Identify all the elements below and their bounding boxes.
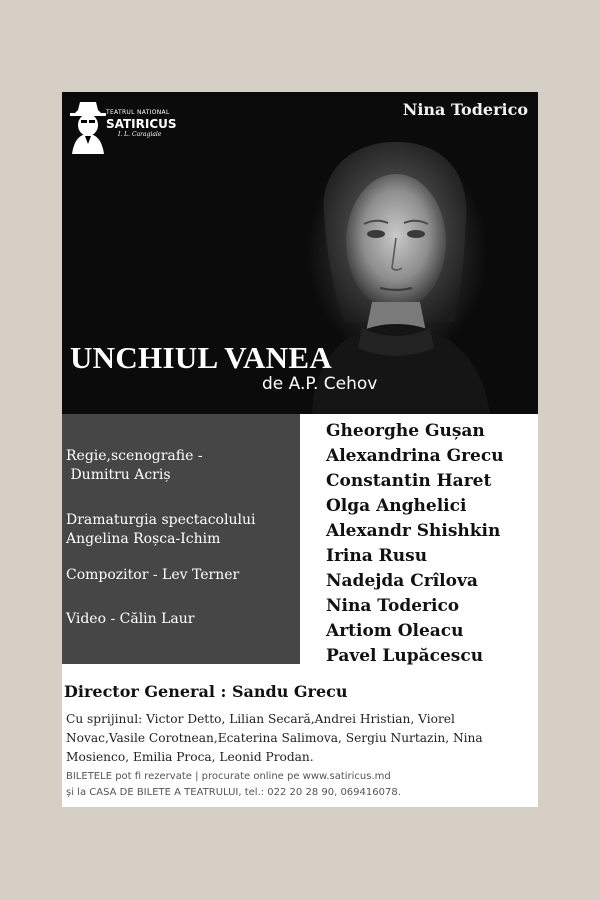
logo-line2: SATIRICUS	[106, 117, 177, 131]
theatre-logo[interactable]	[68, 98, 177, 158]
credit-role: Compozitor - Lev Terner	[66, 567, 240, 583]
general-director: Director General : Sandu Grecu	[64, 682, 348, 701]
credit-role: Regie,scenografie -	[66, 448, 203, 464]
cast-member: Artiom Oleacu	[326, 621, 464, 641]
logo-text	[106, 110, 177, 138]
support-credits: Cu sprijinul: Victor Detto, Lilian Secară,Andrei Hristian, Viorel Novac,Vasile Corotnean,Ecaterina Salimova, Sergiu Nurtazin, Nina Mosienco, Emilia Proca, Leonid Prodan.	[66, 712, 483, 764]
play-author: de A.P. Cehov	[262, 374, 378, 394]
logo-signature: I. L. Caragiale	[118, 131, 162, 138]
cast-list	[326, 419, 504, 669]
ticket-info	[66, 769, 536, 801]
credits-box	[62, 414, 300, 664]
actor-photo	[62, 92, 538, 414]
logo-line1: TEATRUL NATIONAL	[106, 109, 170, 116]
credit-item	[66, 511, 255, 549]
cast-member: Pavel Lupăcescu	[326, 646, 484, 666]
cast-member: Nina Toderico	[326, 596, 460, 616]
credit-person: Dumitru Acriș	[66, 467, 171, 483]
cast-member: Olga Anghelici	[326, 496, 467, 516]
cast-member: Gheorghe Gușan	[326, 421, 485, 441]
cast-member: Constantin Haret	[326, 471, 492, 491]
ticket-line2: și la CASA DE BILETE A TEATRULUI, tel.: 022 20 28 90, 069416078.	[66, 787, 401, 798]
credit-item	[66, 566, 239, 585]
credit-role: Dramaturgia spectacolului	[66, 512, 256, 528]
cast-member: Nadejda Crîlova	[326, 571, 478, 591]
caragiale-silhouette-icon	[68, 98, 108, 154]
poster	[62, 92, 538, 807]
play-title: UNCHIUL VANEA	[70, 340, 333, 375]
cast-member: Irina Rusu	[326, 546, 428, 566]
cast-member: Alexandrina Grecu	[326, 446, 504, 466]
featured-actor-name: Nina Toderico	[402, 100, 528, 119]
cast-member: Alexandr Shishkin	[326, 521, 501, 541]
credit-role: Video - Călin Laur	[66, 611, 195, 627]
credit-person: Angelina Roșca-Ichim	[66, 531, 221, 547]
credit-item	[66, 447, 203, 485]
ticket-line1: BILETELE pot fi rezervate | procurate online pe www.satiricus.md	[66, 771, 391, 782]
credit-item	[66, 610, 194, 629]
